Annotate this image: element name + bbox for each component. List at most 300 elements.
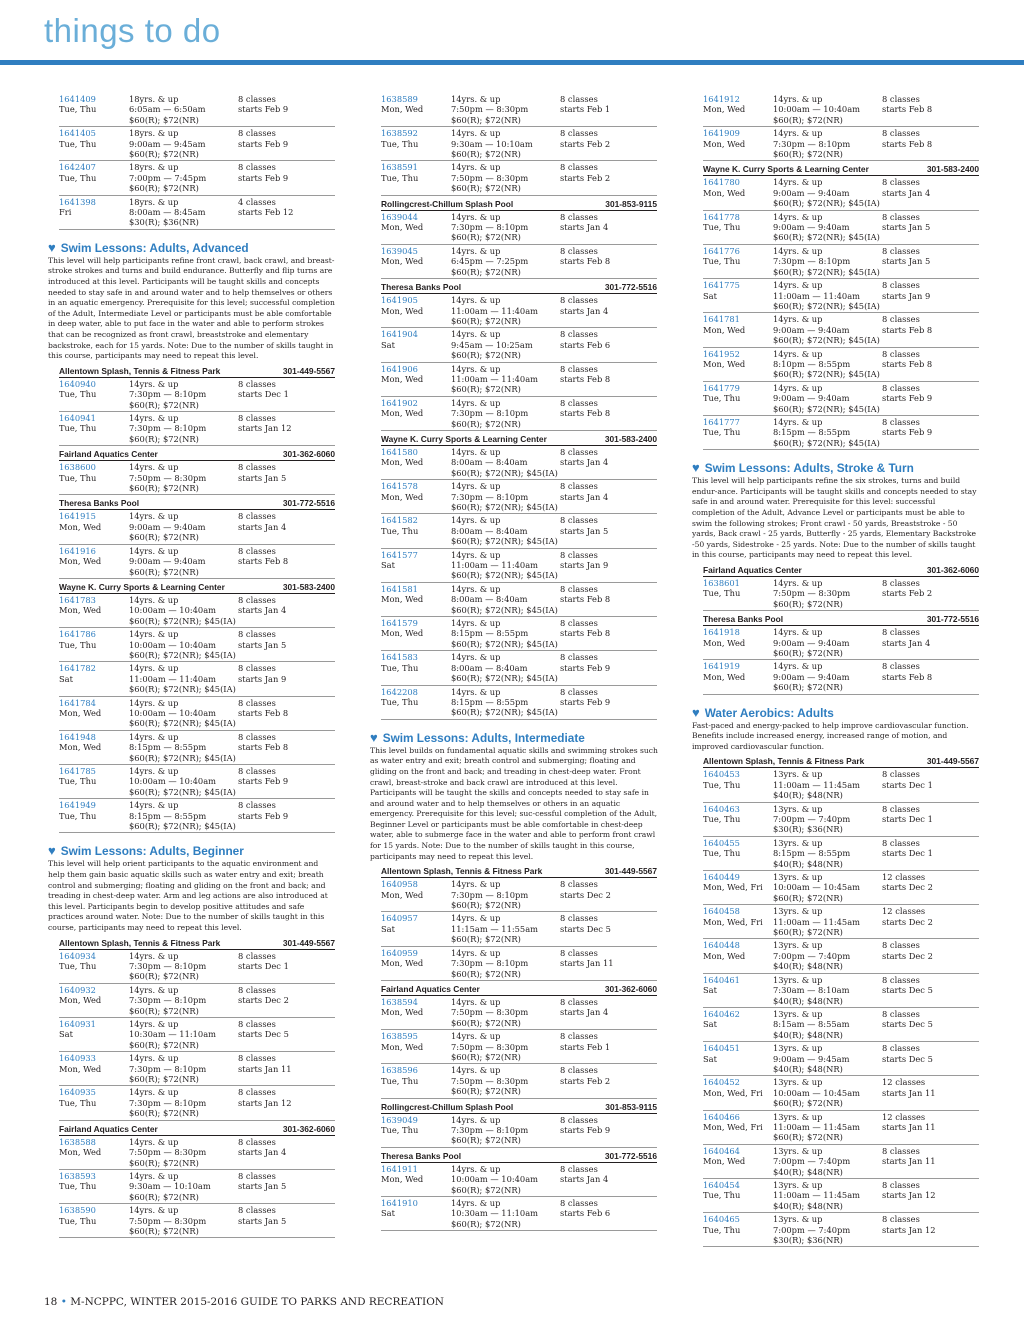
- class-count: 8 classes: [560, 481, 598, 492]
- course-code[interactable]: 1641919: [703, 661, 740, 672]
- class-count: 8 classes: [560, 996, 598, 1007]
- class-listing-row: [59, 594, 335, 628]
- time-range: 8:15pm — 8:55pm: [129, 810, 207, 821]
- fee: $60(R); $72(NR); $45(IA): [451, 604, 558, 615]
- start-date: starts Feb 2: [560, 138, 611, 149]
- course-code[interactable]: 1638592: [381, 128, 418, 139]
- listing-line-1: [381, 584, 657, 594]
- start-date: starts Jan 11: [882, 1121, 936, 1132]
- listing-line-2: [381, 663, 657, 673]
- fee: $60(R); $72(NR): [129, 1039, 199, 1050]
- fee: $60(R); $72(NR): [451, 934, 521, 945]
- listing-line-1: [703, 314, 979, 324]
- location-name: Fairland Aquatics Center: [703, 564, 802, 575]
- fee: $60(R); $72(NR); $45(IA): [129, 615, 236, 626]
- listing-line-1: [703, 1214, 979, 1224]
- class-count: 8 classes: [560, 1198, 598, 1208]
- listing-line-1: [381, 1164, 657, 1174]
- meeting-days: Tue, Thu: [703, 222, 741, 233]
- heart-icon: ♥: [692, 704, 700, 720]
- class-count: 8 classes: [238, 766, 276, 776]
- age-range: 14yrs. & up: [451, 879, 501, 890]
- fee: $60(R); $72(NR): [451, 1086, 521, 1097]
- class-count: 8 classes: [882, 1008, 920, 1019]
- class-listing-row: [381, 1030, 657, 1064]
- age-range: 14yrs. & up: [773, 94, 823, 104]
- fee: $60(R); $72(NR): [773, 1098, 843, 1109]
- listing-line-2: [703, 427, 979, 437]
- course-code[interactable]: 1640452: [703, 1077, 740, 1088]
- fee: $60(R); $72(NR); $45(IA): [773, 437, 880, 448]
- course-code[interactable]: 1640931: [59, 1019, 96, 1030]
- class-count: 8 classes: [560, 913, 598, 924]
- age-range: 14yrs. & up: [451, 947, 501, 958]
- course-code[interactable]: 1641910: [381, 1198, 418, 1208]
- course-code[interactable]: 1641783: [59, 594, 96, 605]
- course-code[interactable]: 1638596: [381, 1065, 418, 1076]
- course-code[interactable]: 1641912: [703, 94, 740, 104]
- course-code[interactable]: 1641784: [59, 697, 96, 708]
- class-listing-row: [703, 626, 979, 660]
- class-listing-row: [59, 196, 335, 230]
- class-count: 8 classes: [238, 1019, 276, 1030]
- listing-line-1: [381, 128, 657, 138]
- fee: $60(R); $72(NR): [129, 532, 199, 543]
- course-code[interactable]: 1639044: [381, 211, 418, 222]
- course-code[interactable]: 1638591: [381, 162, 418, 173]
- meeting-days: Tue, Thu: [59, 639, 97, 650]
- time-range: 9:00am — 9:45am: [129, 138, 206, 149]
- course-code[interactable]: 1641583: [381, 652, 418, 663]
- location-name: Allentown Splash, Tennis & Fitness Park: [381, 866, 543, 877]
- course-code[interactable]: 1640464: [703, 1145, 740, 1156]
- course-code[interactable]: 1641578: [381, 481, 418, 492]
- listing-line-1: [381, 997, 657, 1007]
- course-code[interactable]: 1641918: [703, 627, 740, 638]
- time-range: 7:30pm — 8:10pm: [129, 1097, 207, 1108]
- age-range: 14yrs. & up: [451, 481, 501, 492]
- course-code[interactable]: 1641777: [703, 416, 740, 427]
- course-code[interactable]: 1641778: [703, 211, 740, 222]
- start-date: starts Feb 8: [882, 671, 933, 682]
- class-listing-row: [59, 1018, 335, 1052]
- listing-line-1: [703, 177, 979, 187]
- course-code[interactable]: 1641781: [703, 314, 740, 325]
- course-code[interactable]: 1640451: [703, 1043, 740, 1054]
- listing-line-1: [381, 481, 657, 491]
- course-code[interactable]: 1640462: [703, 1008, 740, 1019]
- start-date: starts Jan 12: [238, 1097, 292, 1108]
- listing-line-1: [59, 663, 335, 673]
- class-count: 8 classes: [238, 731, 276, 742]
- listing-line-1: [381, 879, 657, 889]
- time-range: 11:00am — 11:40am: [451, 560, 539, 571]
- meeting-days: Mon, Wed: [703, 358, 746, 369]
- class-listing-row: [703, 382, 979, 416]
- time-range: 8:00am — 8:40am: [451, 594, 528, 605]
- time-range: 7:30pm — 8:10pm: [129, 423, 207, 434]
- course-code[interactable]: 1641902: [381, 397, 418, 408]
- listing-line-2: [59, 423, 335, 433]
- listing-line-2: [59, 1029, 335, 1039]
- class-listing-row: [381, 397, 657, 431]
- footer-bullet: •: [60, 1296, 67, 1308]
- start-date: starts Feb 9: [882, 393, 933, 404]
- location-name: Wayne K. Curry Sports & Learning Center: [59, 581, 225, 592]
- age-range: 13yrs. & up: [773, 1043, 823, 1054]
- meeting-days: Tue, Thu: [703, 393, 741, 404]
- meeting-days: Tue, Thu: [381, 525, 419, 536]
- fee: $60(R); $72(NR): [129, 399, 199, 410]
- class-listing-row: [59, 628, 335, 662]
- course-code[interactable]: 1641782: [59, 663, 96, 674]
- age-range: 14yrs. & up: [129, 766, 179, 776]
- course-code[interactable]: 1638589: [381, 94, 418, 104]
- time-range: 8:00am — 8:40am: [451, 457, 528, 468]
- meeting-days: Mon, Wed: [703, 104, 746, 115]
- start-date: starts Jan 12: [882, 1190, 936, 1201]
- time-range: 11:00am — 11:45am: [773, 1121, 861, 1132]
- class-count: 8 classes: [560, 947, 598, 958]
- section-description: This level will help participants refine the six strokes, turns and build endur-ance. Participants will be taught skills and concepts needed to stay safe in and around water. Prerequisite for this level: successful completion of the Adult, Advance Level or participants must be able to swim the following strokes; Front crawl - 50 yards, Breaststroke - 50 yards, Back crawl - 25 yards, Butterfly - 25 yards, Elementary Backstroke -50 yards, Sidestroke - 25 yards. Note: Due to the number of skills taught in this course, participants may need to repeat this level.: [692, 476, 977, 560]
- listing-line-2: [381, 173, 657, 183]
- class-listing-row: [703, 974, 979, 1008]
- meeting-days: Tue, Thu: [59, 961, 97, 971]
- age-range: 14yrs. & up: [129, 800, 179, 811]
- age-range: 14yrs. & up: [129, 1019, 179, 1030]
- listing-line-2: [381, 1125, 657, 1135]
- age-range: 18yrs. & up: [129, 196, 179, 207]
- course-code[interactable]: 1641409: [59, 94, 96, 104]
- fee: $60(R); $72(NR): [129, 183, 199, 194]
- section-title-text: Swim Lessons: Adults, Stroke & Turn: [704, 461, 914, 476]
- listing-line-1: [703, 94, 979, 104]
- start-date: starts Jan 4: [560, 305, 609, 316]
- course-code[interactable]: 1641904: [381, 329, 418, 340]
- listing-line-2: [703, 1054, 979, 1064]
- class-listing-row: [703, 939, 979, 973]
- start-date: starts Feb 6: [560, 1208, 611, 1219]
- time-range: 7:50pm — 8:30pm: [451, 1041, 529, 1052]
- fee: $60(R); $72(NR): [129, 483, 199, 494]
- course-code[interactable]: 1641405: [59, 128, 96, 139]
- meeting-days: Sat: [703, 1053, 717, 1064]
- fee: $60(R); $72(NR); $45(IA): [773, 369, 880, 380]
- listing-line-2: [703, 588, 979, 598]
- class-listing-row: [381, 1064, 657, 1098]
- listing-line-1: [59, 546, 335, 556]
- listing-line-2: [703, 104, 979, 114]
- location-phone: 301-362-6060: [926, 564, 979, 575]
- start-date: starts Feb 9: [560, 1124, 611, 1135]
- course-code[interactable]: 1638601: [703, 577, 740, 588]
- listing-line-2: [59, 1216, 335, 1226]
- course-code[interactable]: 1641577: [381, 549, 418, 560]
- start-date: starts Jan 11: [882, 1156, 936, 1167]
- listing-line-1: [59, 162, 335, 172]
- fee: $60(R); $72(NR); $45(IA): [773, 403, 880, 414]
- course-code[interactable]: 1641909: [703, 128, 740, 139]
- course-code[interactable]: 1641905: [381, 295, 418, 306]
- class-count: 8 classes: [560, 515, 598, 526]
- course-code[interactable]: 1640463: [703, 803, 740, 814]
- listing-line-2: [381, 890, 657, 900]
- time-range: 7:00pm — 7:45pm: [129, 172, 207, 183]
- course-code[interactable]: 1641785: [59, 766, 96, 776]
- fee: $60(R); $72(NR); $45(IA): [773, 266, 880, 277]
- meeting-days: Sat: [703, 985, 717, 996]
- course-code[interactable]: 1640934: [59, 950, 96, 961]
- course-code[interactable]: 1638600: [59, 462, 96, 473]
- class-count: 12 classes: [882, 1111, 926, 1122]
- class-count: 8 classes: [882, 1145, 920, 1156]
- class-listing-row: [381, 161, 657, 195]
- fee: $30(R); $36(NR): [129, 217, 199, 228]
- class-count: 12 classes: [882, 1077, 926, 1088]
- class-count: 8 classes: [560, 397, 598, 408]
- class-count: 8 classes: [882, 128, 920, 139]
- age-range: 14yrs. & up: [773, 416, 823, 427]
- listing-line-2: [59, 1098, 335, 1108]
- class-count: 8 classes: [882, 940, 920, 951]
- start-date: starts Dec 2: [882, 882, 933, 893]
- course-code[interactable]: 1640453: [703, 769, 740, 780]
- meeting-days: Mon, Wed: [703, 950, 746, 961]
- course-code[interactable]: 1640935: [59, 1087, 96, 1098]
- age-range: 14yrs. & up: [129, 950, 179, 961]
- listing-line-2: [703, 882, 979, 892]
- listing-line-2: [703, 1225, 979, 1235]
- meeting-days: Mon, Wed: [59, 556, 102, 567]
- class-listing-row: [703, 313, 979, 347]
- meeting-days: Tue, Thu: [703, 427, 741, 438]
- course-code[interactable]: 1640455: [703, 837, 740, 848]
- listing-line-2: [381, 1007, 657, 1017]
- age-range: 13yrs. & up: [773, 1008, 823, 1019]
- fee: $60(R); $72(NR): [451, 384, 521, 395]
- meeting-days: Mon, Wed: [59, 605, 102, 616]
- listing-line-2: [381, 628, 657, 638]
- listing-line-2: [703, 814, 979, 824]
- listing-line-1: [59, 413, 335, 423]
- listing-line-2: [59, 742, 335, 752]
- class-listing-row: [703, 127, 979, 161]
- course-code[interactable]: 1641775: [703, 280, 740, 291]
- course-code[interactable]: 1640466: [703, 1111, 740, 1122]
- fee: $60(R); $72(NR): [129, 433, 199, 444]
- course-code[interactable]: 1638590: [59, 1205, 96, 1216]
- course-code[interactable]: 1641780: [703, 177, 740, 188]
- age-range: 14yrs. & up: [451, 295, 501, 306]
- fee: $60(R); $72(NR): [451, 1017, 521, 1028]
- fee: $60(R); $72(NR): [451, 232, 521, 243]
- time-range: 9:00am — 9:40am: [773, 222, 850, 233]
- start-date: starts Feb 9: [238, 104, 289, 115]
- listing-line-1: [381, 687, 657, 697]
- listing-line-1: [59, 985, 335, 995]
- class-listing-row: [59, 1052, 335, 1086]
- course-code[interactable]: 1641911: [381, 1163, 418, 1174]
- fee: $60(R); $72(NR): [129, 1005, 199, 1016]
- course-code[interactable]: 1640461: [703, 974, 740, 985]
- course-code[interactable]: 1640940: [59, 378, 96, 389]
- class-listing-row: [381, 878, 657, 912]
- course-code[interactable]: 1639049: [381, 1114, 418, 1125]
- start-date: starts Dec 2: [882, 916, 933, 927]
- time-range: 7:30pm — 8:10pm: [451, 491, 529, 502]
- location-phone: 301-449-5567: [926, 756, 979, 767]
- meeting-days: Sat: [381, 560, 395, 571]
- age-range: 14yrs. & up: [451, 686, 501, 697]
- fee: $60(R); $72(NR): [451, 149, 521, 160]
- meeting-days: Tue, Thu: [703, 1190, 741, 1201]
- start-date: starts Jan 4: [560, 491, 609, 502]
- meeting-days: Tue, Thu: [59, 423, 97, 434]
- start-date: starts Feb 8: [560, 373, 611, 384]
- time-range: 6:05am — 6:50am: [129, 104, 206, 115]
- age-range: 14yrs. & up: [773, 314, 823, 325]
- listing-line-2: [703, 325, 979, 335]
- age-range: 14yrs. & up: [773, 627, 823, 638]
- course-code[interactable]: 1641949: [59, 800, 96, 811]
- course-code[interactable]: 1640958: [381, 879, 418, 890]
- time-range: 7:30pm — 8:10pm: [773, 138, 851, 149]
- listing-line-2: [59, 1064, 335, 1074]
- fee: $40(R); $48(NR): [773, 1166, 843, 1177]
- course-code[interactable]: 1641952: [703, 348, 740, 359]
- listing-line-2: [59, 961, 335, 971]
- time-range: 7:30pm — 8:10pm: [129, 1063, 207, 1074]
- age-range: 13yrs. & up: [773, 872, 823, 883]
- course-code[interactable]: 1638593: [59, 1170, 96, 1181]
- course-code[interactable]: 1640941: [59, 413, 96, 424]
- start-date: starts Jan 4: [238, 605, 287, 616]
- time-range: 7:50pm — 8:30pm: [451, 172, 529, 183]
- listing-line-2: [381, 256, 657, 266]
- course-code[interactable]: 1641398: [59, 196, 96, 207]
- meeting-days: Mon, Wed, Fri: [703, 1121, 763, 1132]
- class-count: 8 classes: [560, 549, 598, 560]
- course-code[interactable]: 1641906: [381, 363, 418, 374]
- time-range: 7:50pm — 8:30pm: [129, 472, 207, 483]
- course-code[interactable]: 1641916: [59, 545, 96, 556]
- start-date: starts Feb 9: [560, 696, 611, 707]
- course-code[interactable]: 1642208: [381, 686, 418, 697]
- time-range: 7:00pm — 7:40pm: [773, 950, 851, 961]
- course-code[interactable]: 1639045: [381, 245, 418, 256]
- start-date: starts Jan 4: [882, 637, 931, 648]
- listing-line-2: [59, 1181, 335, 1191]
- course-code[interactable]: 1638595: [381, 1031, 418, 1042]
- fee: $60(R); $72(NR): [773, 927, 843, 938]
- age-range: 14yrs. & up: [129, 511, 179, 522]
- start-date: starts Jan 9: [882, 290, 931, 301]
- meeting-days: Mon, Wed: [381, 104, 424, 115]
- fee: $60(R); $72(NR): [451, 114, 521, 125]
- course-code[interactable]: 1640458: [703, 906, 740, 917]
- fee: $60(R); $72(NR); $45(IA): [451, 467, 558, 478]
- course-code[interactable]: 1640448: [703, 940, 740, 951]
- meeting-days: Sat: [381, 1208, 395, 1219]
- course-code[interactable]: 1640449: [703, 872, 740, 883]
- course-code[interactable]: 1638594: [381, 996, 418, 1007]
- listing-line-1: [381, 364, 657, 374]
- fee: $60(R); $72(NR): [129, 1157, 199, 1168]
- heart-icon: ♥: [692, 460, 700, 476]
- meeting-days: Tue, Thu: [59, 172, 97, 183]
- time-range: 7:50pm — 8:30pm: [451, 1007, 529, 1018]
- class-count: 8 classes: [560, 94, 598, 104]
- course-code[interactable]: 1638588: [59, 1136, 96, 1147]
- course-code[interactable]: 1640957: [381, 913, 418, 924]
- age-range: 14yrs. & up: [773, 128, 823, 139]
- location-header: [703, 562, 979, 577]
- course-code[interactable]: 1641581: [381, 583, 418, 594]
- listing-line-1: [703, 246, 979, 256]
- class-count: 8 classes: [238, 378, 276, 389]
- course-code[interactable]: 1640465: [703, 1214, 740, 1225]
- class-listing-row: [703, 577, 979, 611]
- course-code[interactable]: 1641582: [381, 515, 418, 526]
- course-code[interactable]: 1641779: [703, 382, 740, 393]
- location-name: Wayne K. Curry Sports & Learning Center: [381, 433, 547, 444]
- fee: $60(R); $72(NR); $45(IA): [129, 684, 236, 695]
- class-listing-row: [59, 412, 335, 446]
- section-title-text: Swim Lessons: Adults, Advanced: [60, 240, 249, 255]
- start-date: starts Jan 5: [882, 222, 931, 233]
- meeting-days: Mon, Wed: [381, 408, 424, 419]
- location-header: [381, 196, 657, 211]
- class-count: 8 classes: [560, 211, 598, 222]
- meeting-days: Tue, Thu: [59, 810, 97, 821]
- class-listing-row: [703, 1008, 979, 1042]
- listing-line-1: [381, 94, 657, 104]
- course-code[interactable]: 1642407: [59, 162, 96, 173]
- class-count: 8 classes: [882, 1043, 920, 1054]
- course-code[interactable]: 1641948: [59, 731, 96, 742]
- course-code[interactable]: 1641579: [381, 618, 418, 629]
- course-code[interactable]: 1641915: [59, 511, 96, 522]
- course-code[interactable]: 1641776: [703, 245, 740, 256]
- course-code[interactable]: 1640932: [59, 984, 96, 995]
- age-range: 14yrs. & up: [451, 211, 501, 222]
- time-range: 9:00am — 9:40am: [129, 556, 206, 567]
- course-code[interactable]: 1640454: [703, 1180, 740, 1190]
- meeting-days: Mon, Wed: [381, 889, 424, 900]
- class-count: 8 classes: [882, 416, 920, 427]
- start-date: starts Jan 12: [238, 423, 292, 434]
- time-range: 11:00am — 11:45am: [773, 779, 861, 790]
- course-code[interactable]: 1640933: [59, 1053, 96, 1064]
- listing-line-1: [703, 906, 979, 916]
- class-listing-row: [59, 799, 335, 833]
- listing-line-1: [59, 128, 335, 138]
- course-code[interactable]: 1641580: [381, 446, 418, 457]
- start-date: starts Jan 11: [560, 958, 614, 969]
- listing-line-2: [381, 560, 657, 570]
- fee: $60(R); $72(NR): [129, 566, 199, 577]
- course-code[interactable]: 1641786: [59, 629, 96, 640]
- listing-line-1: [703, 940, 979, 950]
- listing-line-1: [381, 515, 657, 525]
- listing-line-1: [59, 379, 335, 389]
- class-listing-row: [381, 1163, 657, 1197]
- course-code[interactable]: 1640959: [381, 947, 418, 958]
- meeting-days: Mon, Wed: [381, 628, 424, 639]
- start-date: starts Jan 11: [882, 1087, 936, 1098]
- section-title: [692, 705, 979, 720]
- start-date: starts Jan 12: [882, 1224, 936, 1235]
